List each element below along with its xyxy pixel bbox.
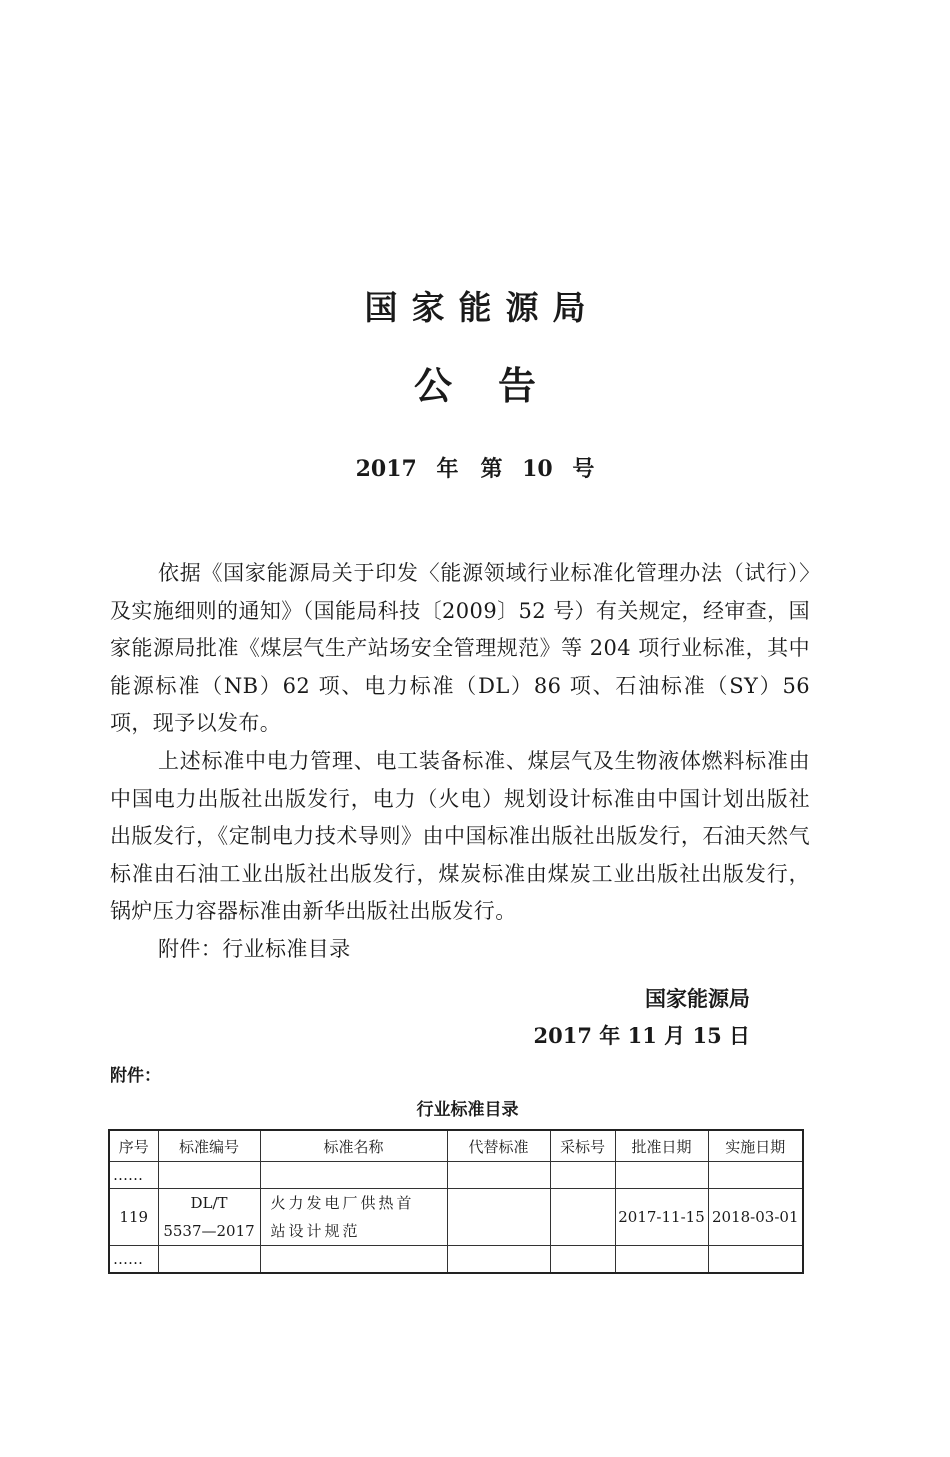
- standards-table: [108, 1129, 804, 1274]
- cell-code-line2: 5537—2017: [163, 1222, 255, 1240]
- attachment-note: 附件：行业标准目录: [158, 936, 351, 961]
- col-header-approved: 批准日期: [615, 1130, 708, 1162]
- ellipsis-cell: ……: [109, 1246, 158, 1274]
- cell-no: 119: [109, 1189, 158, 1246]
- cell-replaces: [447, 1189, 550, 1246]
- col-header-effective: 实施日期: [708, 1130, 803, 1162]
- cell-code: [158, 1189, 260, 1246]
- col-header-no: 序号: [109, 1130, 158, 1162]
- cell-name: [260, 1189, 447, 1246]
- cell-name-line1: 火力发电厂供热首: [270, 1194, 415, 1212]
- body-paragraph-2: 上述标准中电力管理、电工装备标准、煤层气及生物液体燃料标准由中国电力出版社出版发行，电力（火电）规划设计标准由中国计划出版社出版发行，《定制电力技术导则》由中国标准出版社出版发行，石油天然气标准由石油工业出版社出版发行，煤炭标准由煤炭工业出版社出版发行，锅炉压力容器标准由新华出版社出版发行。: [110, 748, 810, 924]
- signature-issuer: 国家能源局: [645, 987, 750, 1011]
- cell-code-line1: DL/T: [190, 1194, 228, 1212]
- col-header-name: 标准名称: [260, 1130, 447, 1162]
- document-type-heading: 公告: [413, 364, 582, 408]
- col-header-replaces: 代替标准: [447, 1130, 550, 1162]
- col-header-code: 标准编号: [158, 1130, 260, 1162]
- table-row-ellipsis: [109, 1162, 803, 1189]
- cell-effective-date: 2018-03-01: [708, 1189, 803, 1246]
- body-paragraph-1: 依据《国家能源局关于印发〈能源领域行业标准化管理办法（试行）〉及实施细则的通知》（国能局科技〔2009〕52 号）有关规定，经审查，国家能源局批准《煤层气生产站场安全管理规范》等 204 项行业标准，其中能源标准（NB）62 项、电力标准（DL）86 项、石油标准（SY）56 项，现予以发布。: [110, 561, 810, 736]
- col-header-adopted: 采标号: [550, 1130, 615, 1162]
- table-row: [109, 1189, 803, 1246]
- issuer-heading: 国家能源局: [364, 288, 600, 327]
- signature-date: 2017 年 11 月 15 日: [533, 1023, 750, 1048]
- notice-body: [110, 555, 810, 969]
- catalog-title: 行业标准目录: [416, 1100, 519, 1120]
- table-header-row: [109, 1130, 803, 1162]
- cell-adopted-no: [550, 1189, 615, 1246]
- ellipsis-cell: ……: [109, 1162, 158, 1189]
- table-row-ellipsis: [109, 1246, 803, 1274]
- cell-name-line2: 站设计规范: [270, 1222, 361, 1240]
- issue-number: 2017 年 第 10 号: [355, 456, 595, 482]
- cell-approved-date: 2017-11-15: [615, 1189, 708, 1246]
- annex-label: 附件：: [110, 1066, 161, 1086]
